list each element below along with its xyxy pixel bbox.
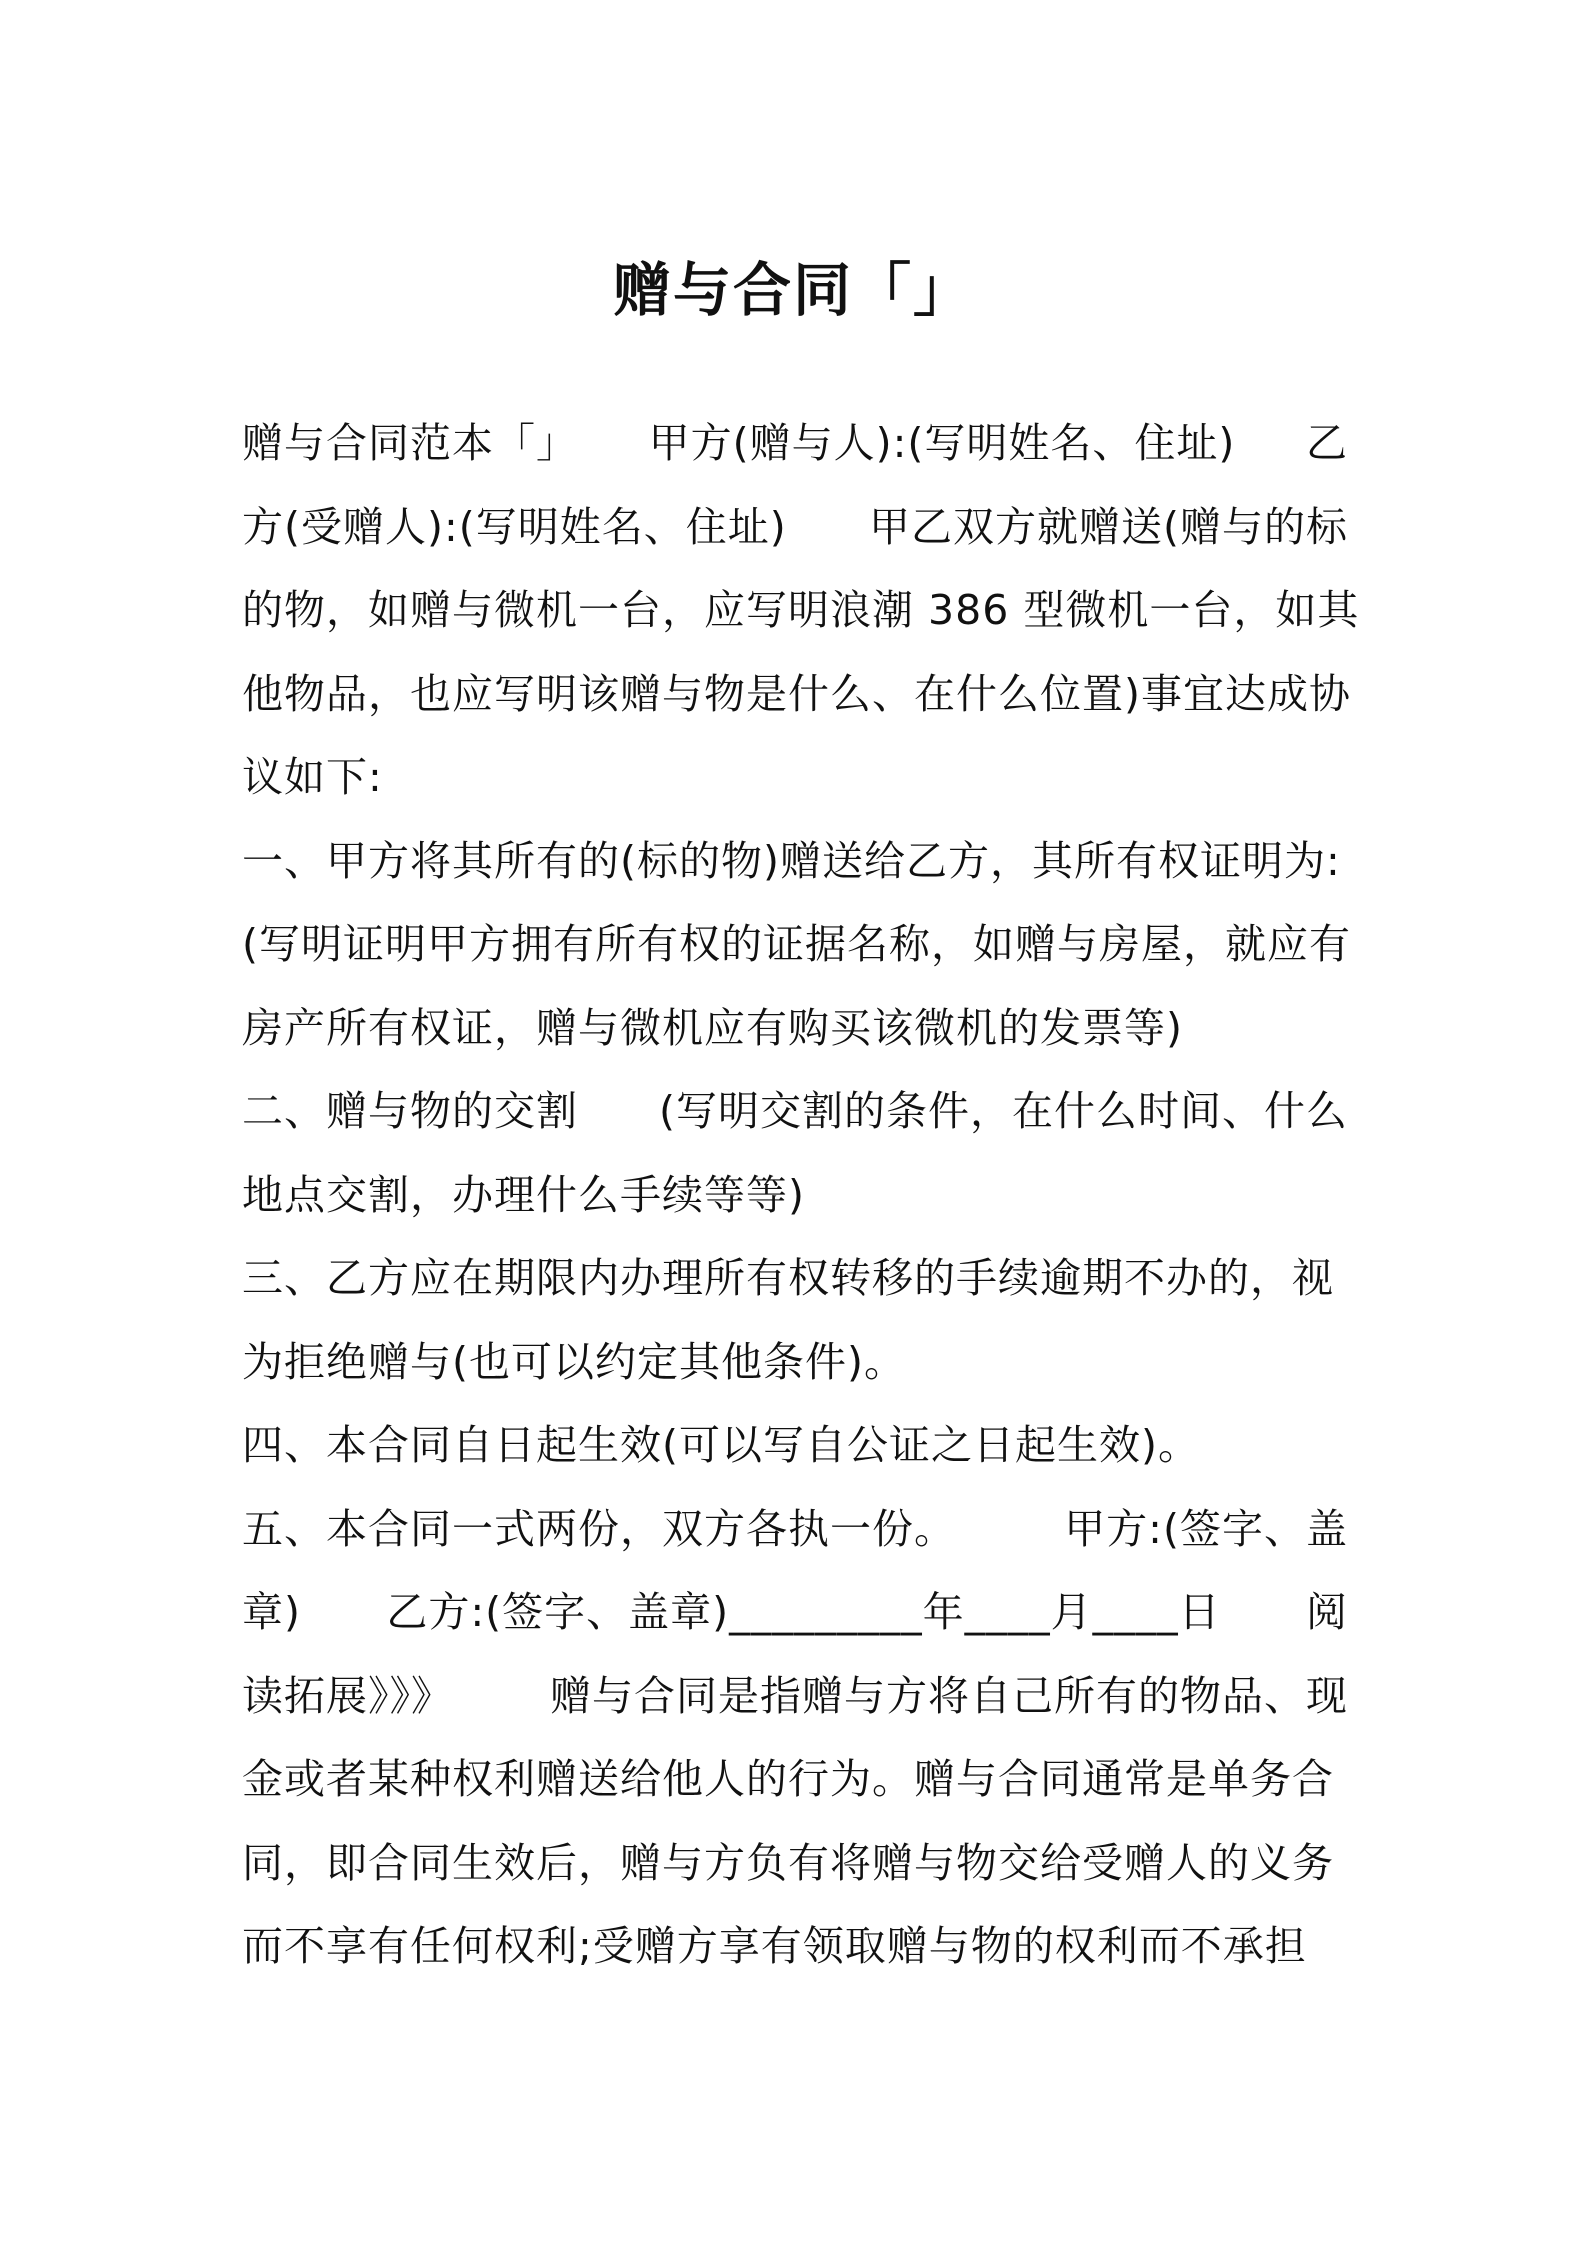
text-segment: 地点交割，办理什么手续等等)	[242, 1170, 805, 1219]
text-line	[242, 653, 1351, 737]
text-segment: 方(受赠人):(写明姓名、住址)	[242, 502, 787, 551]
text-segment: 同，即合同生效后，赠与方负有将赠与物交给受赠人的义务	[242, 1838, 1334, 1887]
text-segment: 四、本合同自日起生效(可以写自公证之日起生效)。	[242, 1421, 1200, 1469]
text-line	[242, 486, 1348, 570]
text-segment: 他物品，也应写明该赠与物是什么、在什么位置)事宜达成协	[242, 669, 1351, 718]
text-segment: 而不享有任何权利;受赠方享有领取赠与物的权利而不承担	[242, 1922, 1307, 1970]
text-line	[242, 1070, 1348, 1154]
text-segment: 乙方:(签字、盖章)_________年____月____日	[386, 1588, 1221, 1636]
text-segment: (写明交割的条件，在什么时间、什么	[659, 1087, 1348, 1135]
text-segment: 金或者某种权利赠送给他人的行为。赠与合同通常是单务合	[242, 1755, 1334, 1803]
text-segment: (写明证明甲方拥有所有权的证据名称，如赠与房屋，就应有	[242, 920, 1351, 968]
text-segment: 五、本合同一式两份，双方各执一份。	[242, 1504, 956, 1553]
text-segment: 阅	[1306, 1588, 1348, 1636]
text-line	[242, 1905, 1348, 1989]
text-segment: 一、甲方将其所有的(标的物)赠送给乙方，其所有权证明为:	[242, 836, 1341, 885]
text-segment: 赠与合同是指赠与方将自己所有的物品、现	[550, 1671, 1348, 1720]
text-line	[242, 1321, 1348, 1405]
text-segment: 甲方(赠与人):(写明姓名、住址)	[648, 419, 1236, 467]
document-body	[242, 402, 1360, 1989]
text-segment: 的物，如赠与微机一台，应写明浪潮 386 型微机一台，如其	[242, 586, 1360, 634]
text-line	[242, 903, 1351, 987]
text-segment: 甲方:(签字、盖	[1064, 1504, 1348, 1553]
text-segment: 赠与合同范本「」	[242, 419, 578, 467]
text-segment: 二、赠与物的交割	[242, 1087, 578, 1135]
text-segment: 议如下:	[242, 753, 383, 801]
text-line	[242, 820, 1348, 904]
text-line	[242, 1488, 1348, 1572]
text-segment: 为拒绝赠与(也可以约定其他条件)。	[242, 1337, 906, 1386]
text-segment: 乙	[1305, 419, 1348, 467]
text-line	[242, 402, 1348, 486]
text-line	[242, 1404, 1348, 1488]
text-line	[242, 1154, 1348, 1238]
text-segment: 房产所有权证，赠与微机应有购买该微机的发票等)	[242, 1003, 1183, 1052]
text-segment: 三、乙方应在期限内办理所有权转移的手续逾期不办的，视	[242, 1254, 1334, 1302]
document-title: 赠与合同「」	[612, 256, 973, 324]
text-line	[242, 1237, 1348, 1321]
text-line	[242, 736, 1348, 820]
text-line	[242, 987, 1348, 1071]
text-segment: 读拓展》》》	[242, 1671, 453, 1720]
text-line	[242, 1655, 1348, 1739]
text-line	[242, 1822, 1348, 1906]
text-segment: 甲乙双方就赠送(赠与的标	[869, 502, 1348, 551]
text-line	[242, 1738, 1348, 1822]
text-line	[242, 569, 1360, 653]
text-line	[242, 1571, 1348, 1655]
text-segment: 章)	[242, 1588, 301, 1636]
